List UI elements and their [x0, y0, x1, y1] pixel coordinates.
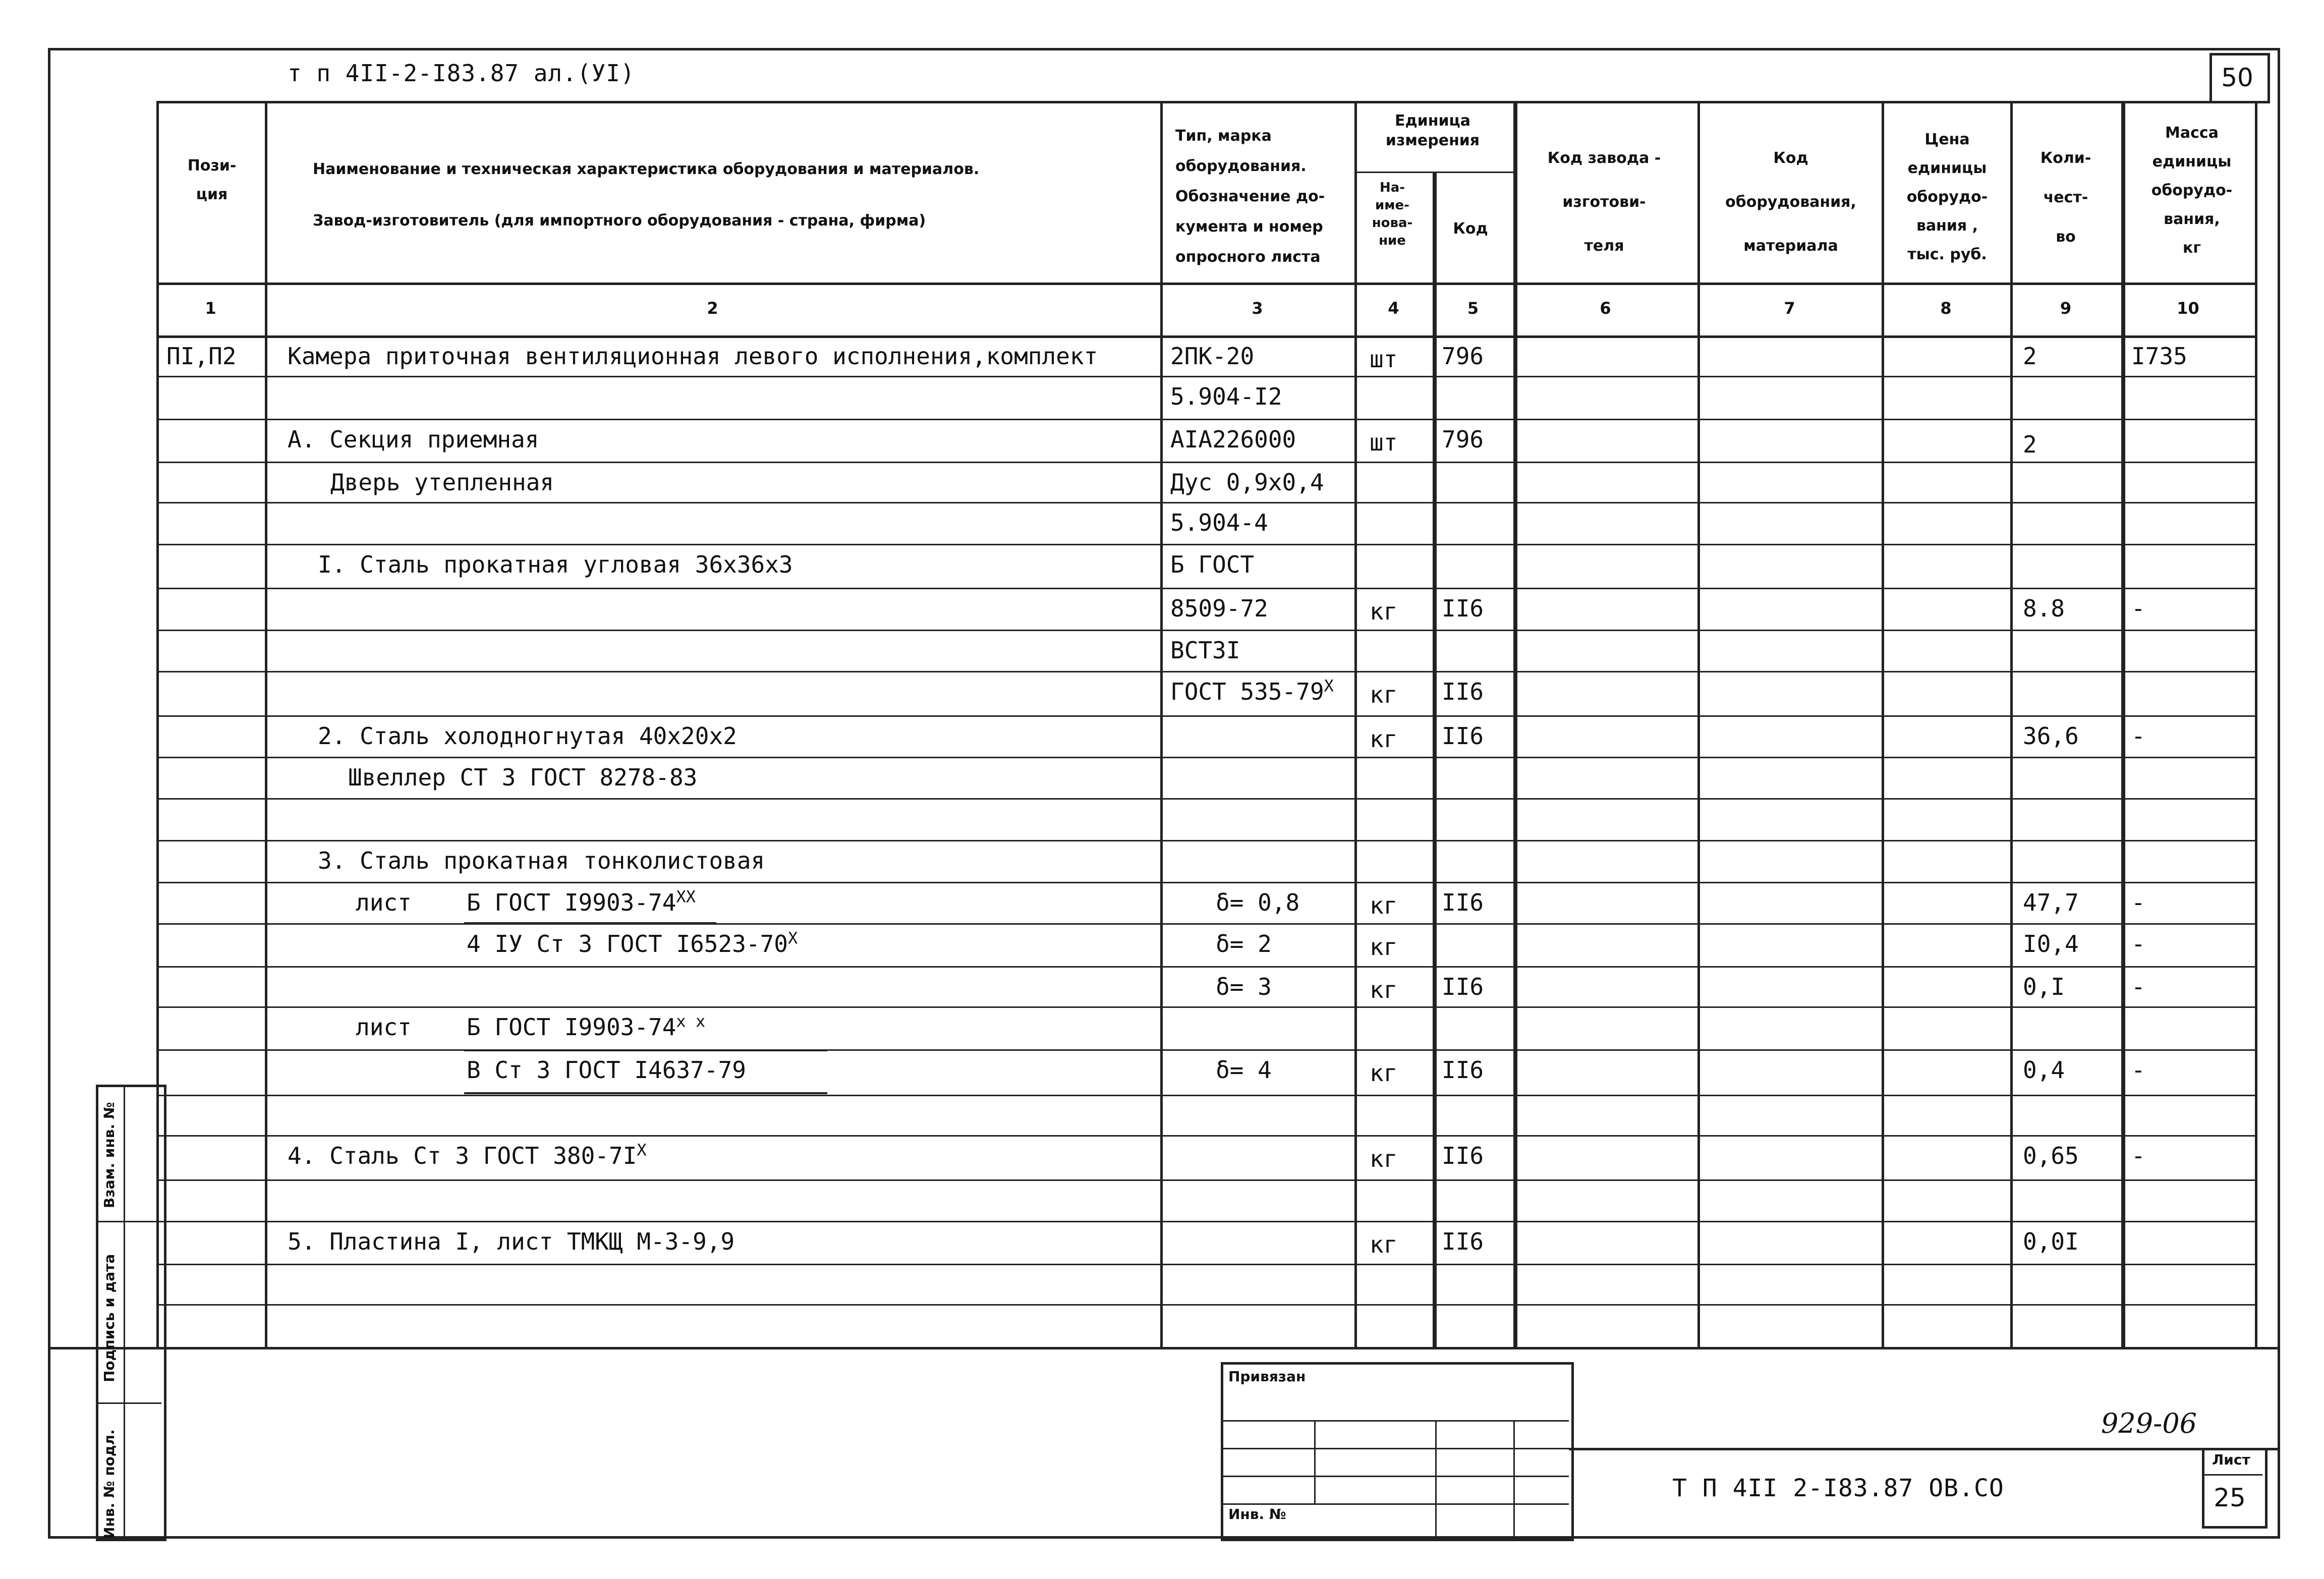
top-border	[48, 48, 2278, 50]
stamp-linked-col	[1435, 1420, 1437, 1536]
cell-type: δ= 3	[1216, 973, 1272, 1000]
cell-quantity: I0,4	[2023, 930, 2079, 957]
cell-type: 5.904-4	[1170, 509, 1268, 536]
cell-name-sheet: лист	[356, 1013, 412, 1041]
row-line	[156, 462, 2255, 463]
row-line	[156, 882, 2255, 883]
cell-unit-code: II6	[1442, 973, 1484, 1000]
cell-quantity: 2	[2023, 431, 2037, 458]
superscript-mark: Х	[1324, 676, 1334, 696]
row-line	[156, 840, 2255, 841]
cell-mass: -	[2131, 973, 2145, 1000]
cell-unit: кг	[1370, 1231, 1398, 1258]
cell-position: ПI,П2	[166, 343, 237, 370]
cell-unit-code: II6	[1442, 722, 1484, 750]
row-line	[156, 715, 2255, 717]
cell-quantity: 2	[2023, 343, 2037, 370]
superscript-mark: х х	[676, 1011, 706, 1031]
cell-mass: -	[2131, 1056, 2145, 1084]
cell-unit-code: II6	[1442, 1228, 1484, 1255]
row-line	[156, 1095, 2255, 1096]
stamp-handwritten-number: 929-06	[2101, 1407, 2197, 1439]
row-line	[156, 1006, 2255, 1008]
column-line	[2010, 101, 2013, 1347]
column-number: 4	[1388, 299, 1399, 318]
side-label-inv-podl: Инв. № подл.	[101, 1429, 118, 1539]
cell-name-spec: Б ГОСТ $I9903-74^{ХХ}$	[467, 887, 696, 916]
superscript-mark: ХХ	[676, 887, 696, 907]
cell-type: ГОСТ $535-79^Х$	[1170, 676, 1334, 705]
cell-mass: -	[2131, 595, 2145, 622]
stamp-sheet-number: 25	[2214, 1483, 2246, 1512]
right-border	[2278, 48, 2280, 1539]
row-line	[156, 376, 2255, 377]
cell-name: Дверь утепленная	[330, 469, 554, 496]
cell-unit-code: II6	[1442, 889, 1484, 916]
header-bottom-line	[156, 283, 2255, 285]
cell-type: δ= 4	[1216, 1056, 1272, 1084]
cell-type: АIА226000	[1170, 426, 1296, 453]
column-number: 10	[2177, 299, 2199, 318]
stamp-sheet-label: Лист	[2212, 1451, 2250, 1468]
cell-unit: кг	[1370, 933, 1398, 961]
stamp-title-line	[1569, 1448, 2278, 1450]
cell-name: Швеллер СТ 3 ГОСТ 8278-83	[348, 764, 698, 791]
row-line	[156, 419, 2255, 420]
cell-unit-code: II6	[1442, 595, 1484, 622]
cell-name-spec: Б ГОСТ $I9903-74^{х х}$	[467, 1011, 706, 1041]
cell-unit-code: 796	[1442, 426, 1484, 453]
cell-name: 2. Сталь холодногнутая 40х20х2	[318, 722, 737, 750]
column-number: 6	[1600, 299, 1611, 318]
cell-unit: шт	[1370, 429, 1398, 456]
cell-type: δ= 2	[1216, 930, 1272, 957]
column-number: 7	[1784, 299, 1795, 318]
superscript-mark: Х	[787, 928, 798, 948]
cell-unit: кг	[1370, 892, 1398, 919]
col-header-unit-code: Код	[1453, 220, 1488, 238]
side-stamp-sep	[96, 1221, 161, 1222]
stamp-linked-sub	[1221, 1476, 1569, 1477]
row-line	[156, 966, 2255, 968]
stamp-linked-sub	[1221, 1503, 1569, 1505]
column-line	[2121, 101, 2125, 1347]
column-line	[1513, 101, 1517, 1347]
cell-name: Камера приточная вентиляционная левого исполнения,комплект	[288, 343, 1098, 370]
left-border	[48, 48, 50, 1539]
row-line	[156, 1304, 2255, 1306]
column-number: 1	[205, 299, 216, 318]
side-label-vzam-inv: Взам. инв. №	[101, 1102, 118, 1208]
cell-name-spec: 4 IУ Ст 3 ГОСТ $I6523-70^Х$	[467, 928, 798, 957]
cell-unit: кг	[1370, 1059, 1398, 1087]
col-header-equip-code: Код оборудования, материала	[1725, 149, 1856, 255]
stamp-bottom-line	[48, 1536, 2278, 1539]
underline	[464, 1092, 827, 1094]
row-line	[156, 1264, 2255, 1265]
stamp-sheet-sub	[2202, 1474, 2262, 1476]
row-line	[156, 1179, 2255, 1181]
side-label-sign-date: Подпись и дата	[101, 1254, 118, 1382]
column-line	[1354, 101, 1357, 1347]
cell-name: 4. Сталь Ст 3 ГОСТ $380-7I^Х$	[288, 1140, 647, 1169]
cell-unit-code: II6	[1442, 1056, 1484, 1084]
column-number: 8	[1940, 299, 1952, 318]
cell-unit: шт	[1370, 346, 1398, 373]
column-number: 5	[1467, 299, 1479, 318]
table-top-line	[156, 101, 2255, 103]
cell-type: ВСТ3I	[1170, 637, 1240, 664]
doc-code-top: т п 4II-2-I83.87 ал.(УI)	[288, 60, 635, 87]
numrow-bottom-line	[156, 335, 2255, 338]
cell-type: Дус 0,9х0,4	[1170, 469, 1324, 496]
row-line	[156, 544, 2255, 545]
column-line	[1882, 101, 1884, 1347]
cell-unit-code: II6	[1442, 678, 1484, 705]
col-header-factory-code: Код завода - изготови- теля	[1547, 149, 1661, 255]
column-line	[265, 101, 267, 1347]
cell-name-sheet: лист	[356, 889, 412, 916]
column-number: 3	[1252, 299, 1263, 318]
underline	[464, 1049, 827, 1051]
cell-quantity: 0,0I	[2023, 1228, 2079, 1255]
cell-type: Б ГОСТ	[1170, 551, 1255, 578]
col-header-unit-group: Единица измерения	[1385, 112, 1480, 149]
cell-mass: -	[2131, 722, 2145, 750]
cell-name: I. Сталь прокатная угловая 36х36х3	[318, 551, 793, 578]
cell-quantity: 0,65	[2023, 1142, 2079, 1169]
cell-quantity: 8.8	[2023, 595, 2065, 622]
cell-name-spec: В Ст 3 ГОСТ I4637-79	[467, 1056, 746, 1084]
col-header-price: Цена единицы оборудо- вания , тыс. руб.	[1906, 131, 1988, 263]
cell-unit: кг	[1370, 681, 1398, 708]
cell-type: 5.904-I2	[1170, 383, 1282, 410]
column-line	[1160, 101, 1163, 1347]
stamp-linked-sub	[1221, 1420, 1569, 1422]
col-header-qty: Коли- чест- во	[2040, 149, 2091, 246]
cell-mass: -	[2131, 930, 2145, 957]
cell-unit-code: 796	[1442, 343, 1484, 370]
column-number: 9	[2060, 299, 2072, 318]
cell-mass: I735	[2131, 343, 2187, 370]
cell-quantity: 47,7	[2023, 889, 2079, 916]
stamp-linked-col	[1314, 1420, 1316, 1503]
cell-unit: кг	[1370, 976, 1398, 1003]
col-header-pos: Пози- ция	[187, 157, 237, 203]
cell-unit-code: II6	[1442, 1142, 1484, 1169]
cell-type: 8509-72	[1170, 595, 1268, 622]
stamp-linked-col	[1513, 1420, 1515, 1536]
col-header-type: Тип, марка оборудования. Обозначение до- кумента и номер опросного листа	[1175, 127, 1325, 266]
row-line	[156, 1221, 2255, 1222]
row-line	[156, 798, 2255, 800]
stamp-linked-label: Привязан	[1228, 1368, 1306, 1385]
cell-quantity: 0,4	[2023, 1056, 2065, 1084]
row-line	[156, 588, 2255, 589]
side-stamp-sep	[96, 1402, 161, 1404]
row-line	[156, 1135, 2255, 1137]
cell-mass: -	[2131, 889, 2145, 916]
cell-name: 3. Сталь прокатная тонколистовая	[318, 847, 765, 874]
cell-mass: -	[2131, 1142, 2145, 1169]
stamp-top-line	[48, 1347, 2278, 1349]
cell-unit: кг	[1370, 1145, 1398, 1172]
cell-unit: кг	[1370, 598, 1398, 625]
column-line	[1697, 101, 1700, 1347]
row-line	[156, 757, 2255, 758]
cell-name: А. Секция приемная	[288, 426, 539, 453]
cell-unit: кг	[1370, 725, 1398, 753]
underline	[464, 922, 716, 924]
cell-name: 5. Пластина I, лист ТМКЩ М-3-9,9	[288, 1228, 735, 1255]
stamp-inv-no-label: Инв. №	[1228, 1506, 1286, 1522]
cell-type: δ= 0,8	[1216, 889, 1300, 916]
stamp-linked-sub	[1221, 1448, 1569, 1449]
column-number: 2	[707, 299, 718, 318]
side-stamp-sub	[124, 1085, 125, 1536]
stamp-doc-code: Т П 4II 2-I83.87 ОВ.СО	[1672, 1474, 2004, 1502]
column-line	[1433, 172, 1437, 1347]
superscript-mark: Х	[637, 1140, 647, 1160]
col-header-unit-name: На- име- нова- ние	[1372, 180, 1413, 249]
row-line	[156, 630, 2255, 631]
col-header-mass: Масса единицы оборудо- вания, кг	[2151, 124, 2233, 257]
row-line	[156, 502, 2255, 503]
col-header-name: Наименование и техническая характеристика оборудования и материалов. Завод-изготовитель (для импортного оборудования - страна, фирма)	[313, 160, 980, 230]
cell-quantity: 0,I	[2023, 973, 2065, 1000]
cell-type: 2ПК-20	[1170, 343, 1255, 370]
cell-quantity: 36,6	[2023, 722, 2079, 750]
page-number: 50	[2221, 63, 2253, 92]
row-line	[156, 671, 2255, 672]
column-line	[2255, 101, 2257, 1347]
